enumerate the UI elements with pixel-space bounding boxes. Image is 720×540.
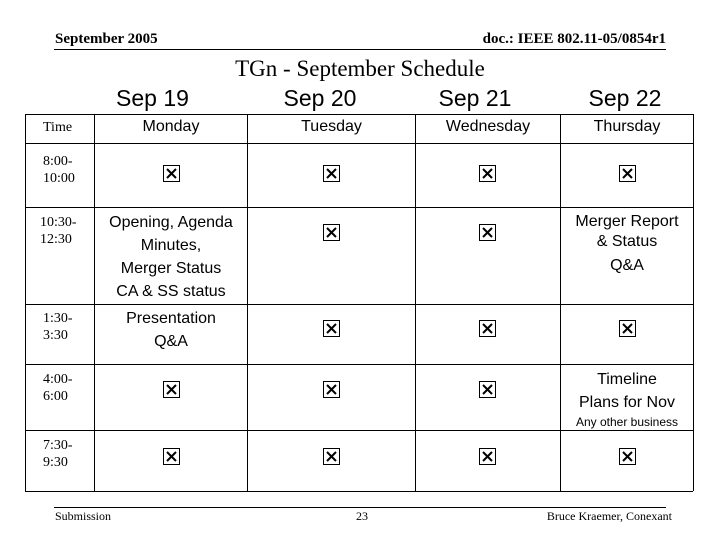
time-start: 1:30- (43, 311, 73, 326)
time-start: 10:30- (40, 215, 77, 230)
cell-line: Q&A (154, 333, 188, 350)
broken-image-icon (479, 165, 496, 182)
grid-line (25, 114, 693, 115)
grid-line (25, 364, 693, 365)
grid-line (25, 491, 693, 492)
grid-line (25, 114, 26, 491)
header-rule (54, 49, 666, 50)
grid-line (247, 114, 248, 491)
time-slot-2 (40, 214, 77, 248)
grid-line (560, 114, 561, 491)
broken-image-icon (479, 381, 496, 398)
footer-page-number: 23 (356, 509, 368, 523)
date-monday: Sep 19 (116, 85, 189, 111)
broken-image-icon (479, 224, 496, 241)
broken-image-icon (163, 448, 180, 465)
time-slot-3 (43, 310, 73, 344)
time-end: 3:30 (43, 328, 68, 343)
header-date: September 2005 (55, 31, 158, 47)
cell-thu-400 (561, 368, 693, 429)
footer-rule (54, 507, 666, 508)
footer-submission: Submission (55, 509, 112, 523)
footer-author: Bruce Kraemer, Conexant (546, 509, 672, 523)
time-start: 4:00- (43, 372, 73, 387)
cell-line: Merger Report (575, 213, 679, 230)
date-thursday: Sep 22 (588, 85, 662, 111)
slide-title: TGn - September Schedule (235, 56, 485, 81)
time-slot-1 (43, 153, 75, 187)
broken-image-icon (323, 165, 340, 182)
time-start: 7:30- (43, 438, 73, 453)
time-column-header: Time (43, 120, 73, 135)
cell-mon-130 (95, 307, 247, 353)
grid-line (25, 304, 693, 305)
broken-image-icon (323, 381, 340, 398)
day-thursday: Thursday (593, 118, 661, 135)
cell-line: Merger Status (120, 260, 222, 277)
time-end: 10:00 (43, 171, 75, 186)
time-end: 12:30 (40, 232, 72, 247)
cell-note: Any other business (575, 415, 679, 429)
broken-image-icon (323, 320, 340, 337)
day-tuesday: Tuesday (301, 118, 362, 135)
broken-image-icon (163, 381, 180, 398)
broken-image-icon (619, 165, 636, 182)
day-wednesday: Wednesday (445, 118, 531, 135)
cell-mon-1030 (95, 211, 247, 303)
time-slot-4 (43, 371, 73, 405)
broken-image-icon (479, 320, 496, 337)
broken-image-icon (323, 224, 340, 241)
grid-line (25, 430, 693, 431)
broken-image-icon (619, 448, 636, 465)
cell-line: Opening, Agenda (109, 214, 233, 231)
date-tuesday: Sep 20 (283, 85, 357, 111)
grid-line (693, 114, 694, 491)
broken-image-icon (163, 165, 180, 182)
header-doc-id: doc.: IEEE 802.11-05/0854r1 (482, 31, 666, 47)
cell-line: Presentation (126, 310, 216, 327)
time-slot-5 (43, 437, 73, 471)
cell-line: CA & SS status (116, 283, 226, 300)
grid-line (415, 114, 416, 491)
time-end: 9:30 (43, 455, 68, 470)
cell-line: Q&A (610, 257, 644, 274)
time-start: 8:00- (43, 154, 73, 169)
cell-thu-1030 (561, 212, 693, 276)
broken-image-icon (619, 320, 636, 337)
grid-line (25, 143, 693, 144)
day-monday: Monday (142, 118, 200, 135)
date-wednesday: Sep 21 (438, 85, 512, 111)
time-end: 6:00 (43, 389, 68, 404)
grid-line (25, 207, 693, 208)
broken-image-icon (479, 448, 496, 465)
cell-line: & Status (596, 233, 658, 250)
cell-line: Timeline (597, 371, 657, 388)
cell-line: Minutes, (140, 237, 202, 254)
cell-line: Plans for Nov (578, 394, 676, 411)
broken-image-icon (323, 448, 340, 465)
